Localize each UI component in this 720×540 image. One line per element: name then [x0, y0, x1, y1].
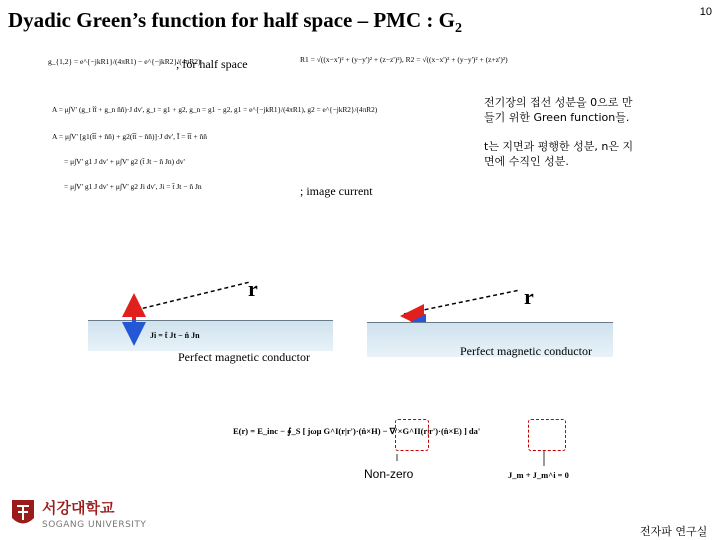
university-name-english: SOGANG UNIVERSITY	[42, 520, 147, 530]
caption-right: Perfect magnetic conductor	[460, 344, 592, 358]
observation-line-left	[136, 282, 250, 310]
vector-potential-line-3: = μ∫V' g1 J dv' + μ∫V' g2 (t̂ Jt − n̂ Jn) dv'	[64, 157, 185, 166]
half-space-note: ; for half space	[176, 57, 248, 71]
note-line: t는 지면과 평행한 성분, n은 지	[484, 140, 634, 153]
highlight-n-cross-e	[528, 419, 566, 451]
highlight-n-cross-h	[395, 419, 429, 451]
caption-left: Perfect magnetic conductor	[178, 350, 310, 364]
note-line: 전기장의 접선 성분을 0으로 만	[484, 96, 633, 109]
title-subscript: 2	[455, 21, 462, 37]
university-name-korean: 서강대학교	[42, 499, 115, 517]
vector-potential-line-1: A = μ∫V' (g_t t̂t̂ + g_n n̂n̂)·J dv', g_t = g1 + g2, g_n = g1 − g2, g1 = e^{−jkR1}/(4πR1), g2 = e^{−jkR2}/(4πR2)	[52, 105, 378, 114]
page-number: 10	[699, 6, 712, 18]
distance-equations: R1 = √((x−x')² + (y−y')² + (z−z')²), R2 = √((x−x')² + (y−y')² + (z+z')²)	[300, 55, 508, 64]
observation-point-label-right: r	[524, 284, 534, 309]
title-main: Dyadic Green’s function for half space – PMC : G	[8, 8, 455, 32]
lab-name: 전자파 연구실	[640, 525, 708, 538]
vector-potential-line-4: = μ∫V' g1 J dv' + μ∫V' g2 Ji dv', Ji = t̂ Jt − n̂ Jn	[64, 182, 202, 191]
image-current-note: ; image current	[300, 184, 373, 198]
sogang-shield-logo	[10, 498, 36, 530]
half-space-green-equation: g_{1,2} = e^{−jkR1}/(4πR1) − e^{−jkR2}/(4πR2)	[48, 57, 201, 66]
observation-point-label-left: r	[248, 276, 258, 301]
note-line: 들기 위한 Green function들.	[484, 111, 630, 124]
zero-condition: J_m + J_m^i = 0	[508, 470, 569, 480]
note-line: 면에 수직인 성분.	[484, 155, 569, 168]
field-integral-equation: E(r) = E_inc − ∮_S [ jωμ G^I(r|r')·(n̂×H) − ∇'×G^II(r|r')·(n̂×E) ] da'	[233, 426, 481, 436]
image-current-formula: Ji = t̂ Jt − n̂ Jn	[150, 331, 200, 340]
observation-line-right	[404, 290, 520, 314]
vector-potential-line-2: A = μ∫V' [g1(t̂t̂ + n̂n̂) + g2(t̂t̂ − n̂n̂)]·J dv', Ī = t̂t̂ + n̂n̂	[52, 132, 207, 141]
non-zero-label: Non-zero	[364, 467, 414, 481]
